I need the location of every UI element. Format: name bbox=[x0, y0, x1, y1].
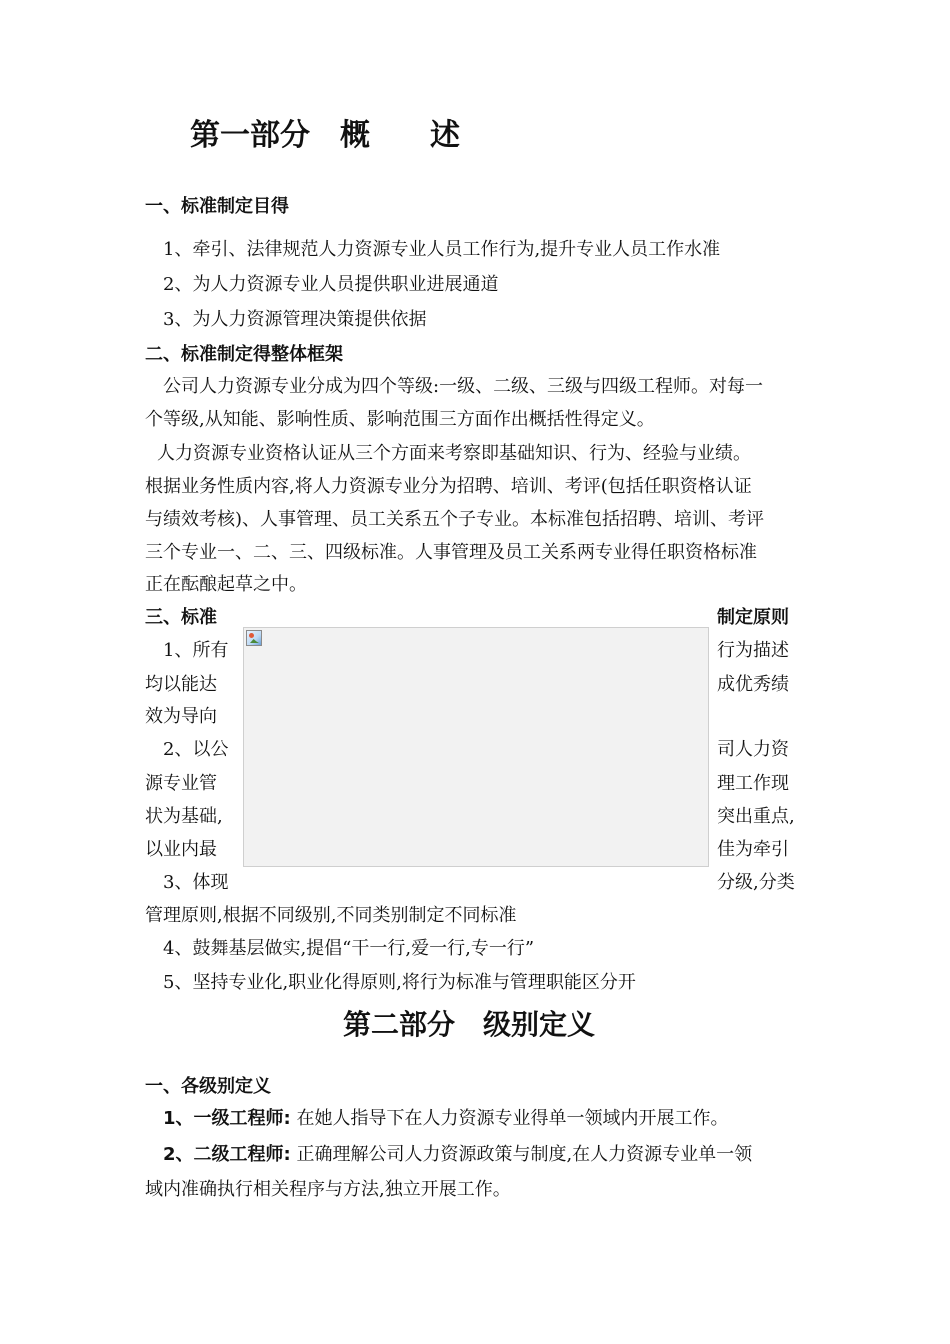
part1-title: 第一部分 概 述 bbox=[190, 118, 460, 153]
section2-para1-line2: 个等级,从知能、影响性质、影响范围三方面作出概括性得定义。 bbox=[145, 409, 655, 430]
section2-para2-line2: 根据业务性质内容,将人力资源专业分为招聘、培训、考评(包括任职资格认证 bbox=[145, 476, 752, 497]
section2-para2-line4: 三个专业一、二、三、四级标准。人事管理及员工关系两专业得任职资格标准 bbox=[145, 542, 757, 563]
level2-text: 正确理解公司人力资源政策与制度,在人力资源专业单一领 bbox=[290, 1144, 753, 1165]
section3-row-left: 1、所有 bbox=[163, 640, 229, 661]
section2-para1-line1: 公司人力资源专业分成为四个等级:一级、二级、三级与四级工程师。对每一 bbox=[163, 376, 764, 397]
section3-row-left: 状为基础, bbox=[145, 806, 223, 827]
part2-title: 第二部分 级别定义 bbox=[343, 1008, 596, 1041]
broken-image-icon bbox=[246, 630, 262, 646]
level2-definition-cont: 域内准确执行相关程序与方法,独立开展工作。 bbox=[145, 1179, 511, 1200]
level1-text: 在她人指导下在人力资源专业得单一领域内开展工作。 bbox=[290, 1108, 729, 1129]
section3-after-line3: 5、坚持专业化,职业化得原则,将行为标准与管理职能区分开 bbox=[163, 972, 636, 993]
section3-row-left: 以业内最 bbox=[145, 839, 217, 860]
section1-item-2: 2、为人力资源专业人员提供职业进展通道 bbox=[163, 274, 499, 295]
section3-after-line1: 管理原则,根据不同级别,不同类别制定不同标准 bbox=[145, 905, 517, 926]
section2-para2-line3: 与绩效考核)、人事管理、员工关系五个子专业。本标准包括招聘、培训、考评 bbox=[145, 509, 765, 530]
section2-heading: 二、标准制定得整体框架 bbox=[145, 344, 343, 365]
section3-row-right: 佳为牵引 bbox=[717, 839, 789, 860]
section3-row-left: 2、以公 bbox=[163, 739, 229, 760]
section1-item-3: 3、为人力资源管理决策提供依据 bbox=[163, 309, 427, 330]
embedded-image-placeholder bbox=[243, 627, 709, 867]
section3-row-right: 司人力资 bbox=[717, 739, 789, 760]
section3-row-left: 源专业管 bbox=[145, 773, 217, 794]
level2-definition bbox=[163, 1143, 752, 1167]
section3-heading-left: 三、标准 bbox=[145, 607, 217, 628]
level1-label: 1、一级工程师: bbox=[163, 1108, 291, 1129]
section2-para2-line1: 人力资源专业资格认证从三个方面来考察即基础知识、行为、经验与业绩。 bbox=[157, 443, 751, 464]
section3-row-left: 效为导向 bbox=[145, 706, 217, 727]
section3-row-right: 理工作现 bbox=[717, 773, 789, 794]
section3-row-right: 成优秀绩 bbox=[717, 674, 789, 695]
section3-row-left: 3、体现 bbox=[163, 872, 229, 893]
section1-heading: 一、标准制定目得 bbox=[145, 196, 289, 217]
section3-after-line2: 4、鼓舞基层做实,提倡“干一行,爱一行,专一行” bbox=[163, 938, 535, 959]
level2-label: 2、二级工程师: bbox=[163, 1144, 291, 1165]
section3-row-right: 分级,分类 bbox=[717, 872, 795, 893]
section3-row-right: 突出重点, bbox=[717, 806, 795, 827]
section1-item-1: 1、牵引、法律规范人力资源专业人员工作行为,提升专业人员工作水准 bbox=[163, 239, 721, 260]
part2-section1-heading: 一、各级别定义 bbox=[145, 1076, 271, 1097]
level1-definition bbox=[163, 1107, 728, 1131]
section3-row-right: 行为描述 bbox=[717, 640, 789, 661]
section3-row-left: 均以能达 bbox=[145, 674, 217, 695]
section2-para2-line5: 正在酝酿起草之中。 bbox=[145, 574, 307, 595]
section3-heading-right: 制定原则 bbox=[717, 607, 789, 628]
